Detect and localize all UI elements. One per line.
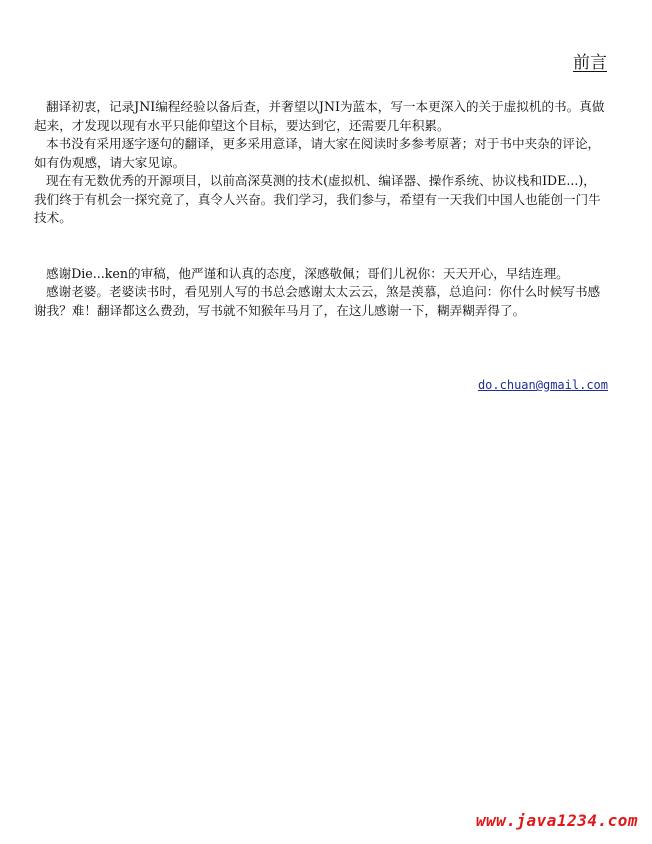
page-title: 前言 — [573, 53, 607, 73]
site-watermark: www.java1234.com — [475, 811, 638, 830]
section-spacer — [34, 228, 608, 265]
paragraph-translation-motivation: 翻译初衷，记录JNI编程经验以备后查，并奢望以JNI为蓝本，写一本更深入的关于虚拟机的书。真做起来，才发现以现有水平只能仰望这个目标，要达到它，还需要几年积累。 — [34, 99, 605, 133]
paragraph-open-source: 现在有无数优秀的开源项目，以前高深莫测的技术(虚拟机、编译器、操作系统、协议栈和IDE...)， 我们终于有机会一探究竟了，真令人兴奋。我们学习，我们参与，希望有一天我们中国人也能创一门牛技术。 — [34, 173, 601, 225]
preface-body — [34, 98, 608, 320]
author-email-link[interactable]: do.chuan@gmail.com — [477, 378, 608, 392]
paragraph-thanks-reviewer: 感谢Die...ken的审稿，他严谨和认真的态度，深感敬佩；哥们儿祝你：天天开心，早结连理。 — [46, 265, 569, 281]
paragraph-translation-style: 本书没有采用逐字逐句的翻译，更多采用意译，请大家在阅读时多参考原著；对于书中夹杂的评论，如有伪观感，请大家见谅。 — [34, 136, 601, 170]
paragraph-thanks-wife: 感谢老婆。老婆读书时，看见别人写的书总会感谢太太云云，煞是羡慕，总追问：你什么时候写书感谢我？难！翻译都这么费劲，写书就不知猴年马月了，在这儿感谢一下，糊弄糊弄得了。 — [34, 284, 601, 318]
